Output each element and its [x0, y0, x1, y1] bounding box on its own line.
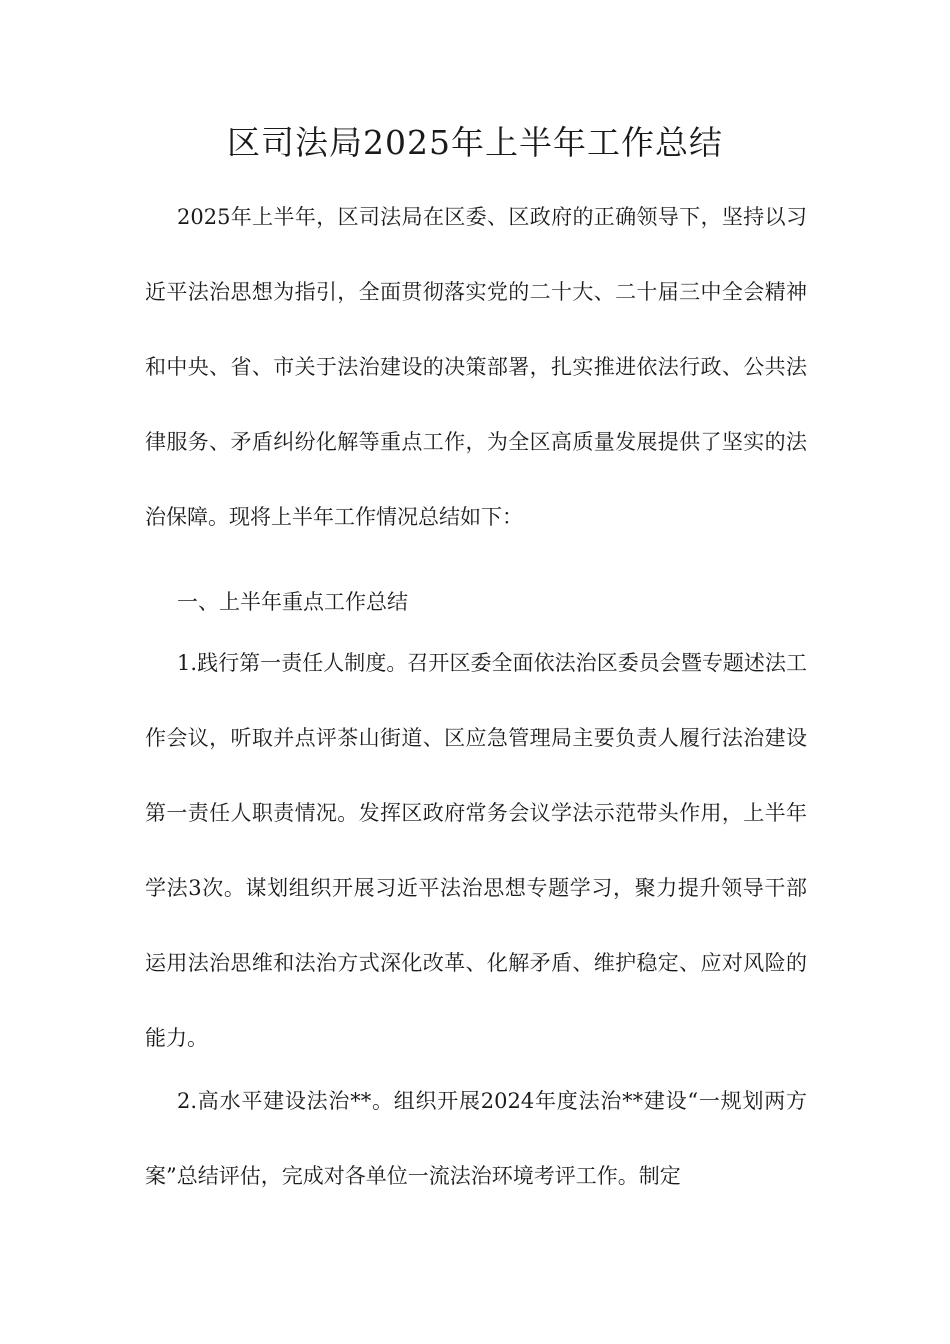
section-heading-text: 一、上半年重点工作总结: [177, 590, 408, 614]
document-title: 区司法局2025年上半年工作总结: [227, 123, 723, 162]
item-2-paragraph: [145, 1064, 807, 1214]
paragraph-text: 2025年上半年，区司法局在区委、区政府的正确领导下，坚持以习近平法治思想为指引，全面贯彻落实党的二十大、二十届三中全会精神和中央、省、市关于法治建设的决策部署，扎实推进依法行政、公共法律服务、矛盾纠纷化解等重点工作，为全区高质量发展提供了坚实的法治保障。现将上半年工作情况总结如下：: [145, 205, 807, 529]
paragraph-text: 2.高水平建设法治**。组织开展2024年度法治**建设“一规划两方案”总结评估，完成对各单位一流法治环境考评工作。制定: [145, 1089, 807, 1188]
paragraph-text: 1.践行第一责任人制度。召开区委全面依法治区委员会暨专题述法工作会议，听取并点评茶山街道、区应急管理局主要负责人履行法治建设第一责任人职责情况。发挥区政府常务会议学法示范带头作用，上半年学法3次。谋划组织开展习近平法治思想专题学习，聚力提升领导干部运用法治思维和法治方式深化改革、化解矛盾、维护稳定、应对风险的能力。: [145, 651, 807, 1050]
section-heading: [145, 572, 807, 632]
item-1-paragraph: [145, 626, 807, 1076]
intro-paragraph: [145, 180, 807, 555]
